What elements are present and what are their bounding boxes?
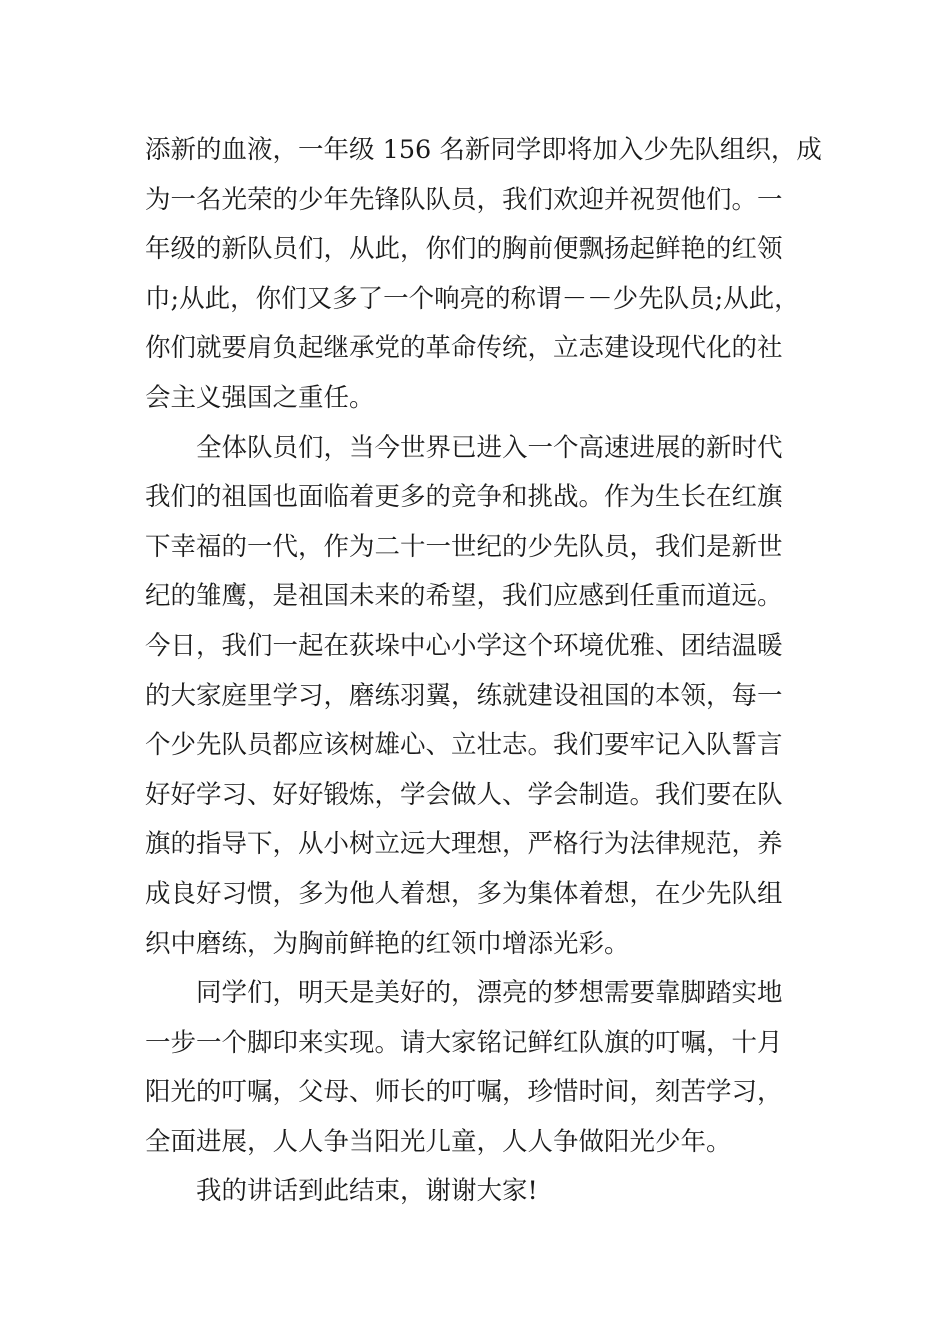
text-line: 我的讲话到此结束，谢谢大家! bbox=[196, 1176, 538, 1207]
text-line: 的大家庭里学习，磨练羽翼，练就建设祖国的本领，每一 bbox=[145, 680, 783, 711]
text-line: 一步一个脚印来实现。请大家铭记鲜红队旗的叮嘱，十月 bbox=[145, 1027, 783, 1058]
text-line: 你们就要肩负起继承党的革命传统，立志建设现代化的社 bbox=[145, 333, 783, 364]
text-line: 添新的血液，一年级 156 名新同学即将加入少先队组织，成 bbox=[145, 135, 822, 165]
text-line: 年级的新队员们，从此，你们的胸前便飘扬起鲜艳的红领 bbox=[145, 234, 783, 265]
text-line: 同学们，明天是美好的，漂亮的梦想需要靠脚踏实地 bbox=[196, 978, 783, 1009]
text-line: 成良好习惯，多为他人着想，多为集体着想，在少先队组 bbox=[145, 878, 783, 909]
text-line: 全面进展，人人争当阳光儿童，人人争做阳光少年。 bbox=[145, 1126, 732, 1157]
text-line: 全体队员们，当今世界已进入一个高速进展的新时代 bbox=[196, 432, 783, 463]
text-line: 好好学习、好好锻炼，学会做人、学会制造。我们要在队 bbox=[145, 779, 783, 810]
text-line: 会主义强国之重任。 bbox=[145, 382, 375, 413]
paragraph-2 bbox=[145, 424, 815, 970]
text-line: 今日，我们一起在荻垛中心小学这个环境优雅、团结温暖 bbox=[145, 630, 783, 661]
text-line: 纪的雏鹰，是祖国未来的希望，我们应感到任重而道远。 bbox=[145, 581, 783, 612]
text-line: 我们的祖国也面临着更多的竞争和挑战。作为生长在红旗 bbox=[145, 482, 783, 513]
paragraph-1 bbox=[145, 126, 822, 424]
text-line: 个少先队员都应该树雄心、立壮志。我们要牢记入队誓言 bbox=[145, 730, 783, 761]
text-line: 阳光的叮嘱，父母、师长的叮嘱，珍惜时间，刻苦学习， bbox=[145, 1077, 783, 1108]
text-line: 下幸福的一代，作为二十一世纪的少先队员，我们是新世 bbox=[145, 531, 783, 562]
text-line: 为一名光荣的少年先锋队队员，我们欢迎并祝贺他们。一 bbox=[145, 184, 783, 215]
document-body bbox=[145, 126, 822, 1217]
paragraph-3 bbox=[145, 969, 815, 1167]
text-line: 旗的指导下，从小树立远大理想，严格行为法律规范，养 bbox=[145, 829, 783, 860]
paragraph-4 bbox=[145, 1167, 815, 1217]
text-line: 巾;从此，你们又多了一个响亮的称谓－－少先队员;从此， bbox=[145, 283, 800, 314]
text-line: 织中磨练，为胸前鲜艳的红领巾增添光彩。 bbox=[145, 928, 630, 959]
